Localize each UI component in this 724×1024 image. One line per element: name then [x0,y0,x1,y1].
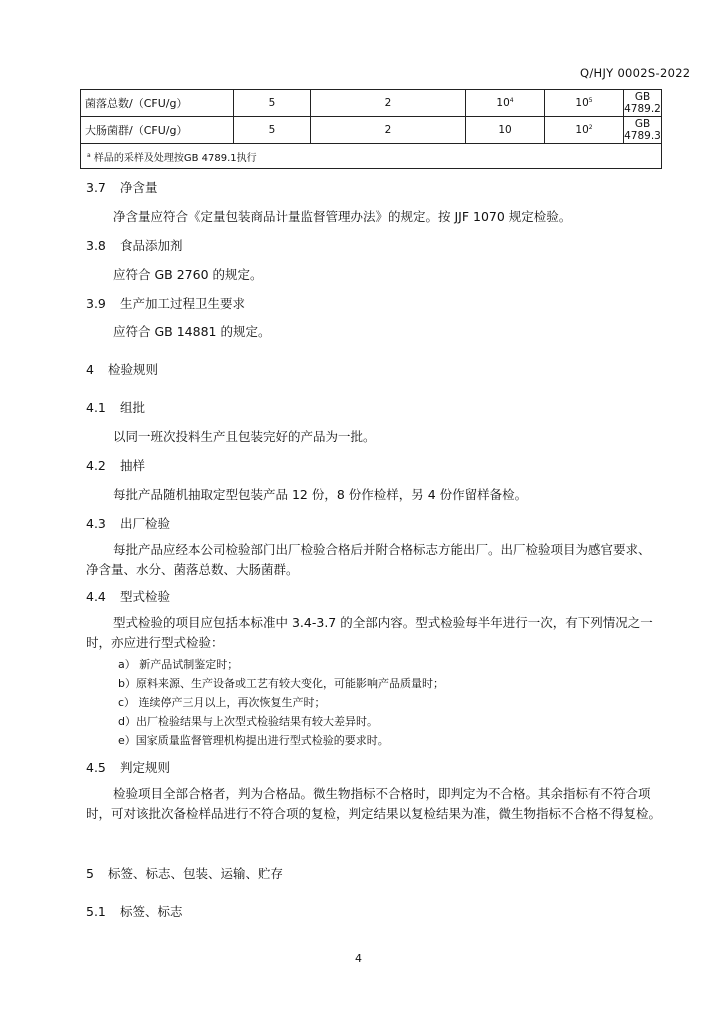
section-heading: 4.1 组批 [86,400,146,415]
section-text: 每批产品随机抽取定型包装产品 12 份，8 份作检样，另 4 份作留样备检。 [113,487,528,502]
table-note-row [81,144,662,169]
microbiology-limits-table [80,89,662,169]
section-text: 检验项目全部合格者，判为合格品。微生物指标不合格时，即判定为不合格。其余指标有不符合项时，可对该批次备检样品进行不符合项的复检，判定结果以复检结果为准，微生物指标不合格不得复检。 [86,786,662,821]
table-note: $^a$ 样品的采样及处理按GB 4789.1执行 [81,144,662,169]
section-heading: 3.7 净含量 [86,180,158,195]
method: GB 4789.2 [624,91,661,115]
section-heading: 5.1 标签、标志 [86,904,183,919]
list-item: c） 连续停产三月以上，再次恢复生产时； [118,696,326,709]
section-heading: 4.4 型式检验 [86,589,171,604]
section-heading: 3.8 食品添加剂 [86,238,183,253]
M-exponent: 5 [588,97,593,104]
section-text: 应符合 GB 2760 的规定。 [113,267,263,282]
method: GB 4789.3 [624,118,661,142]
M-value: $10^2$ [545,117,624,144]
section-heading: 4.5 判定规则 [86,760,171,775]
section-heading: 4 检验规则 [86,362,159,377]
section-heading: 3.9 生产加工过程卫生要求 [86,296,246,311]
list-item: a） 新产品试制鉴定时； [118,658,239,671]
list-item: b）原料来源、生产设备或工艺有较大变化，可能影响产品质量时； [118,677,444,690]
n-value: 5 [234,117,311,144]
M-exponent: 2 [588,124,593,131]
m-value: $10^4$ [466,90,545,117]
list-item: d）出厂检验结果与上次型式检验结果有较大差异时。 [118,715,378,728]
section-heading: 5 标签、标志、包装、运输、贮存 [86,866,284,881]
page-number: 4 [355,952,362,965]
table-row [81,90,662,117]
c-value: 2 [311,90,466,117]
note-mark: a [87,151,91,159]
list-item: e）国家质量监督管理机构提出进行型式检验的要求时。 [118,734,389,747]
M-value: $10^5$ [545,90,624,117]
section-text: 型式检验的项目应包括本标准中 3.4-3.7 的全部内容。型式检验每半年进行一次，有下列情况之一时，亦应进行型式检验： [86,615,653,650]
section-text: 每批产品应经本公司检验部门出厂检验合格后并附合格标志方能出厂。出厂检验项目为感官要求、净含量、水分、菌落总数、大肠菌群。 [86,542,651,577]
section-heading: 4.3 出厂检验 [86,516,171,531]
m-exponent: 4 [509,97,514,104]
document-id: Q/HJY 0002S-2022 [580,66,691,80]
section-text: 净含量应符合《定量包装商品计量监督管理办法》的规定。按 JJF 1070 规定检验。 [113,209,572,224]
section-text: 以同一班次投料生产且包装完好的产品为一批。 [113,429,376,444]
c-value: 2 [311,117,466,144]
section-text: 应符合 GB 14881 的规定。 [113,324,271,339]
m-value: 10 [466,117,545,144]
section-heading: 4.2 抽样 [86,458,146,473]
item-name: 菌落总数/（CFU/g） [81,90,234,117]
table-row [81,117,662,144]
item-name: 大肠菌群/（CFU/g） [81,117,234,144]
n-value: 5 [234,90,311,117]
